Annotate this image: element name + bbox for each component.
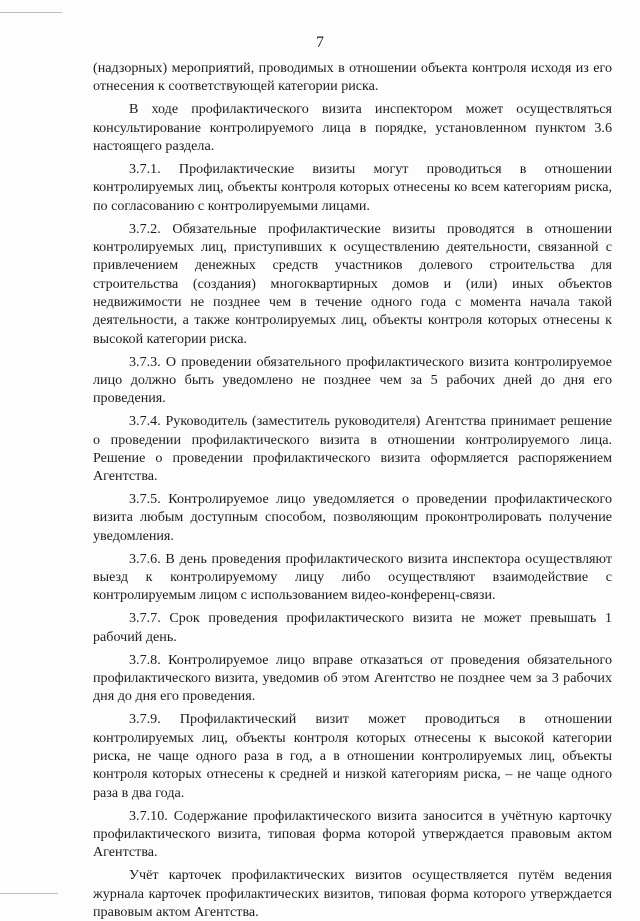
paragraph-3-7-9: 3.7.9. Профилактический визит может проводиться в отношении контролируемых лиц, объекты контроля которых отнесены к высокой категории риска, не чаще одного раза в год, а в отношении контролируемых лиц, объекты контроля которых отнесены к средней и низкой категориям риска, – не чаще одного раза в два года. [93, 711, 612, 801]
paragraph-consultation: В ходе профилактического визита инспектором может осуществляться консультирование контролируемого лица в порядке, установленном пунктом 3.6 настоящего раздела. [93, 101, 612, 154]
paragraph-3-7-3: 3.7.3. О проведении обязательного профилактического визита контролируемое лицо должно быть уведомлено не позднее чем за 5 рабочих дней до дня его проведения. [93, 353, 612, 407]
paragraph-3-7-10: 3.7.10. Содержание профилактического визита заносится в учётную карточку профилактического визита, типовая форма которой утверждается правовым актом Агентства. [93, 807, 612, 861]
paragraph-continuation: (надзорных) мероприятий, проводимых в отношении объекта контроля исходя из его отнесения к соответствующей категории риска. [93, 60, 612, 95]
paragraph-3-7-5: 3.7.5. Контролируемое лицо уведомляется о проведении профилактического визита любым доступным способом, позволяющим проконтролировать получение уведомления. [93, 491, 612, 544]
paragraph-3-7-4: 3.7.4. Руководитель (заместитель руководителя) Агентства принимает решение о проведении профилактического визита в отношении контролируемого лица. Решение о проведении профилактического визита оформляется распоряжением Агентства. [93, 413, 612, 485]
paragraph-3-7-7: 3.7.7. Срок проведения профилактического визита не может превышать 1 рабочий день. [93, 610, 612, 645]
document-body [93, 59, 612, 921]
scan-mark-bottom [0, 893, 58, 894]
paragraph-3-7-8: 3.7.8. Контролируемое лицо вправе отказаться от проведения обязательного профилактического визита, уведомив об этом Агентство не позднее чем за 3 рабочих дня до дня его проведения. [93, 651, 612, 705]
paragraph-3-7-2: 3.7.2. Обязательные профилактические визиты проводятся в отношении контролируемых лиц, приступивших к осуществлению деятельности, связанной с привлечением денежных средств участников долевого строительства для строительства (создания) многоквартирных домов и (или) иных объектов недвижимости не позднее чем в течение одного года с момента начала такой деятельности, а также контролируемых лиц, объекты контроля которых отнесены к высокой категории риска. [93, 220, 612, 347]
page-number: 7 [316, 34, 324, 51]
paragraph-3-7-6: 3.7.6. В день проведения профилактического визита инспектора осуществляют выезд к контролируемому лицу либо осуществляют взаимодействие с контролируемым лицом с использованием видео-конференц-связи. [93, 550, 612, 604]
paragraph-records-journal: Учёт карточек профилактических визитов осуществляется путём ведения журнала карточек профилактических визитов, типовая форма которого утверждается правовым актом Агентства. [93, 867, 612, 920]
paragraph-3-7-1: 3.7.1. Профилактические визиты могут проводиться в отношении контролируемых лиц, объекты контроля которых отнесены ко всем категориям риска, по согласованию с контролируемыми лицами. [93, 160, 612, 214]
scan-mark-top [0, 12, 62, 13]
